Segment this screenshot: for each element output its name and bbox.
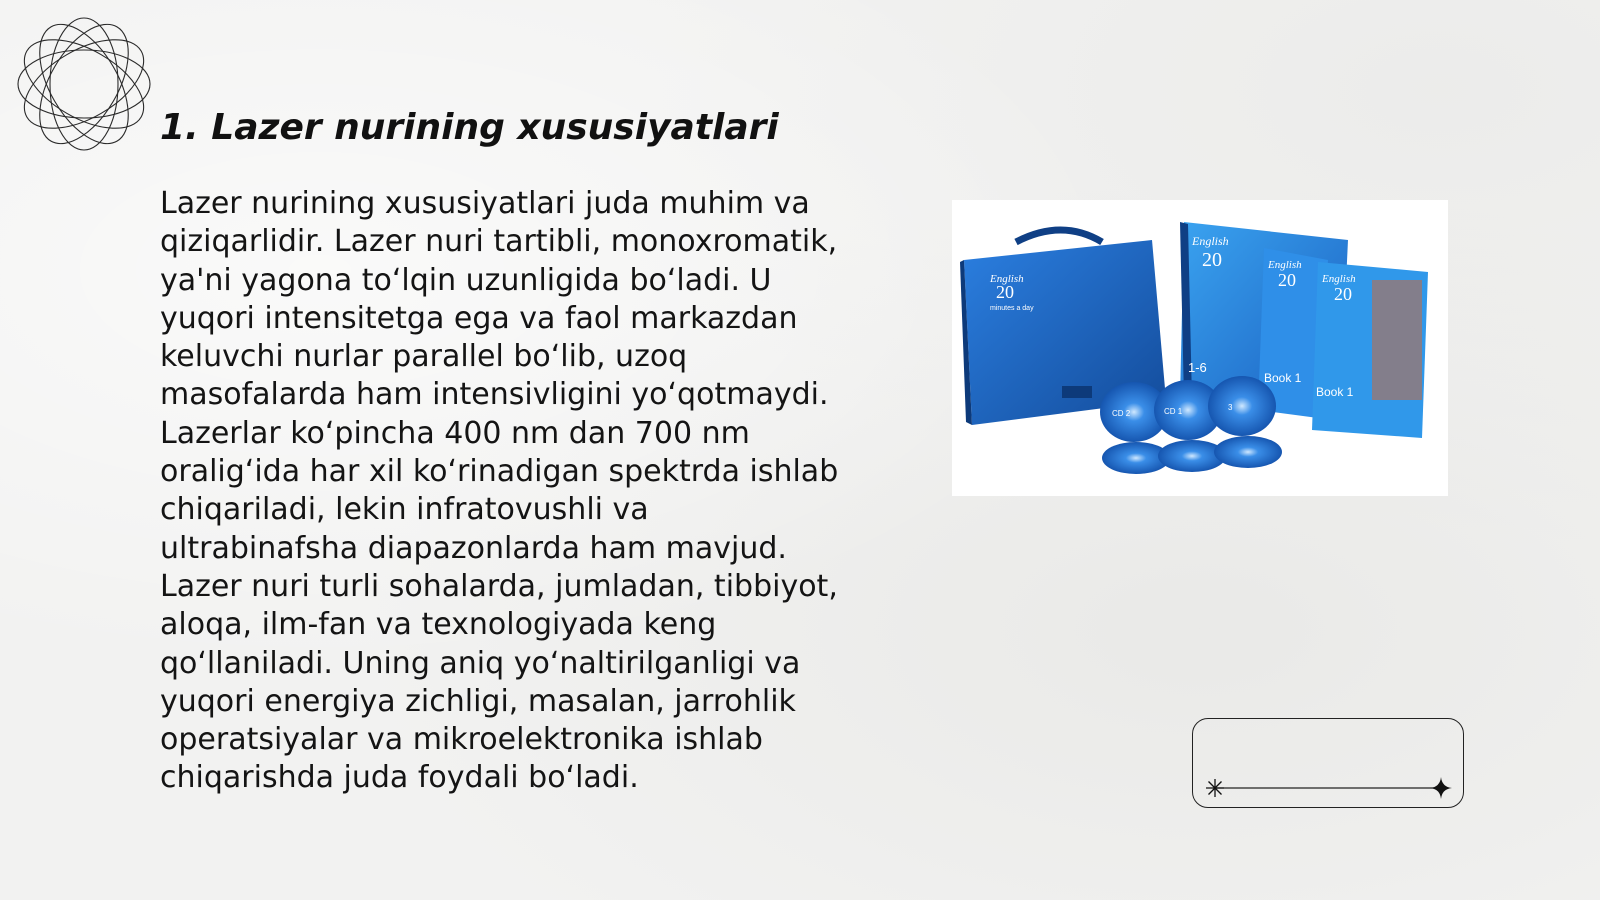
- svg-text:CD 1: CD 1: [1164, 407, 1183, 416]
- svg-text:3: 3: [1228, 403, 1233, 412]
- product-photo: [952, 200, 1448, 496]
- svg-text:20: 20: [1278, 270, 1296, 290]
- slide-title: 1. Lazer nurining xususiyatlari: [160, 107, 779, 148]
- plus-star-icon: [1430, 777, 1452, 799]
- svg-text:English: English: [1192, 234, 1229, 248]
- svg-text:English: English: [1268, 259, 1302, 271]
- svg-text:minutes a day: minutes a day: [990, 305, 1034, 312]
- discs-graphic: [1100, 376, 1282, 474]
- svg-text:CD 2: CD 2: [1112, 409, 1131, 418]
- svg-text:20: 20: [1334, 284, 1352, 304]
- orbital-rings-logo: [10, 10, 158, 158]
- slide-body-text: Lazer nurining xususiyatlari juda muhim va qiziqarlidir. Lazer nuri tartibli, monoxromatik, ya'ni yagona toʻlqin uzunligida boʻladi. U yuqori intensitetga ega va faol markazdan keluvchi nurlar parallel boʻlib, uzoq masofalarda ham intensivligini yoʻqotmaydi. Lazerlar koʻpincha 400 nm dan 700 nm oraligʻida har xil koʻrinadigan spektrda ishlab chiqariladi, lekin infratovushli va ultrabinafsha diapazonlarda ham mavjud. Lazer nuri turli sohalarda, jumladan, tibbiyot, aloqa, ilm-fan va texnologiyada keng qoʻllaniladi. Uning aniq yoʻnaltirilganligi va yuqori energiya zichligi, masalan, jarrohlik operatsiyalar va mikroelektronika ishlab chiqarishda juda foydali boʻladi.: [160, 186, 839, 796]
- product-illustration: [952, 200, 1448, 496]
- decorative-card: [1192, 718, 1464, 808]
- svg-text:20: 20: [996, 282, 1014, 302]
- svg-text:English: English: [1322, 273, 1356, 285]
- card-line-graphic: [1192, 718, 1464, 808]
- svg-text:20: 20: [1202, 249, 1222, 271]
- sparkle-icon: [1205, 778, 1225, 798]
- svg-text:1-6: 1-6: [1188, 360, 1207, 375]
- svg-text:Book 1: Book 1: [1316, 385, 1354, 399]
- svg-text:Book 1: Book 1: [1264, 371, 1302, 385]
- svg-text:English: English: [990, 273, 1024, 285]
